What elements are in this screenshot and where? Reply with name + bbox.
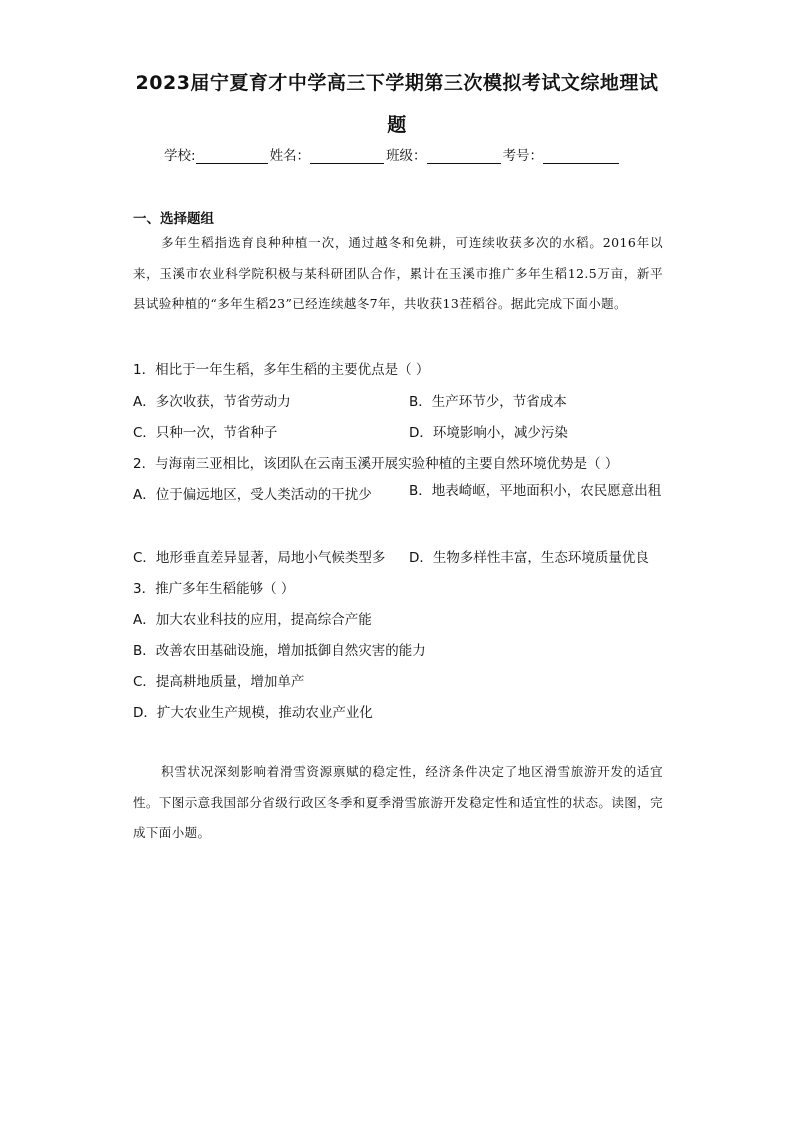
question-2-option-d: D．生物多样性丰富，生态环境质量优良 [409,550,649,566]
question-3-option-b: B．改善农田基础设施，增加抵御自然灾害的能力 [133,643,426,659]
exam-number-blank[interactable] [543,149,619,164]
question-2-option-b-text: B．地表崎岖，平地面积小，农民愿意出租 [409,483,662,499]
school-label: 学校: [164,148,196,164]
student-info-line [164,144,621,164]
name-blank[interactable] [310,149,384,164]
question-3-stem: 3．推广多年生稻能够（ ） [133,581,295,597]
section-heading: 一、选择题组 [133,211,214,227]
name-label: 姓名： [269,148,311,164]
question-3-option-d: D．扩大农业生产规模，推动农业产业化 [133,705,373,721]
question-2-option-c: C．地形垂直差异显著，局地小气候类型多 [133,550,386,566]
question-2-option-b [409,476,664,507]
exam-number-label: 考号： [502,148,544,164]
class-label: 班级： [386,148,427,164]
school-blank[interactable] [196,149,268,164]
question-2-stem: 2．与海南三亚相比，该团队在云南玉溪开展实验种植的主要自然环境优势是（ ） [133,456,619,472]
exam-title-continued: 题 [387,114,407,136]
question-3-option-c: C．提高耕地质量，增加单产 [133,674,305,690]
question-1-option-c: C．只种一次，节省种子 [133,425,278,441]
question-1-stem: 1．相比于一年生稻，多年生稻的主要优点是（ ） [133,362,430,378]
class-blank[interactable] [427,149,501,164]
question-1-option-d: D．环境影响小，减少污染 [409,425,568,441]
exam-title: 2023届宁夏育才中学高三下学期第三次模拟考试文综地理试 [135,72,659,94]
question-2-option-a: A．位于偏远地区，受人类活动的干扰少 [133,487,372,503]
question-1-option-b: B．生产环节少，节省成本 [409,394,567,410]
passage-perennial-rice: 多年生稻指选育良种种植一次，通过越冬和免耕，可连续收获多次的水稻。2016年以来，玉溪市农业科学院积极与某科研团队合作，累计在玉溪市推广多年生稻12.5万亩，新平县试验种植的“多年生稻23”已经连续越冬7年，共收获13茬稻谷。据此完成下面小题。 [133,235,663,311]
passage-ski-tourism: 积雪状况深刻影响着滑雪资源禀赋的稳定性，经济条件决定了地区滑雪旅游开发的适宜性。下图示意我国部分省级行政区冬季和夏季滑雪旅游开发稳定性和适宜性的状态。读图，完成下面小题。 [133,764,663,840]
question-1-option-a: A．多次收获，节省劳动力 [133,394,291,410]
question-3-option-a: A．加大农业科技的应用，提高综合产能 [133,612,372,628]
